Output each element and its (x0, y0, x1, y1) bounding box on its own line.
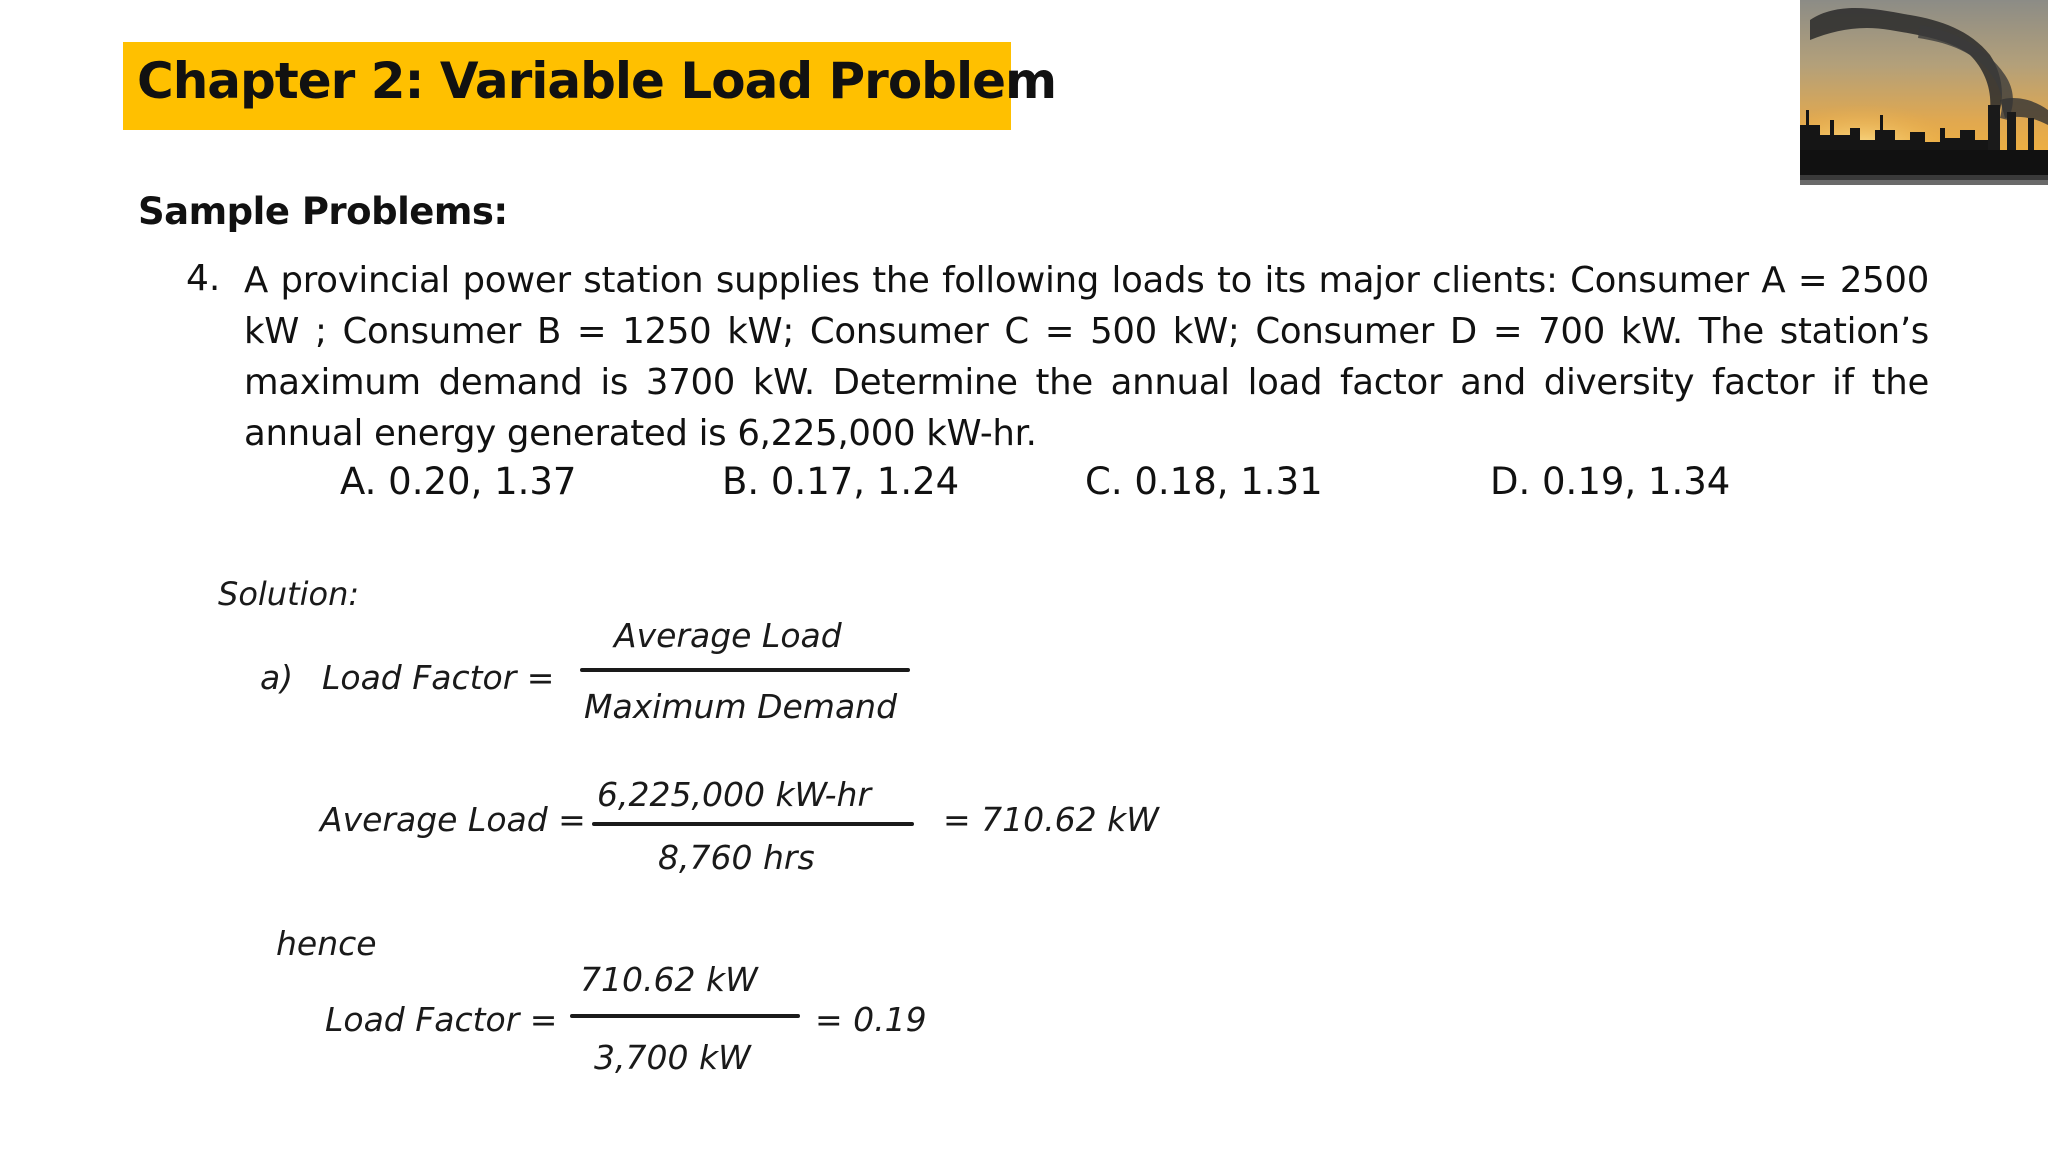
section-heading: Sample Problems: (138, 190, 508, 233)
title-banner (123, 42, 1057, 130)
lf2-result: = 0.19 (815, 1000, 927, 1039)
choice-a: A. 0.20, 1.37 (340, 460, 577, 503)
avg-load-label: Average Load = (320, 800, 586, 839)
load-factor-label: Load Factor = (322, 658, 555, 697)
lf2-denominator: 3,700 kW (594, 1038, 751, 1077)
choice-b: B. 0.17, 1.24 (722, 460, 960, 503)
solution-label: Solution: (218, 575, 360, 613)
part-a-marker: a) (260, 658, 294, 697)
avg-denominator: 8,760 hrs (658, 838, 815, 877)
choice-c: C. 0.18, 1.31 (1085, 460, 1323, 503)
avg-result: = 710.62 kW (943, 800, 1159, 839)
lf2-fraction-bar (570, 1014, 800, 1018)
lf2-numerator: 710.62 kW (580, 960, 758, 999)
problem-statement: A provincial power station supplies the following loads to its major clients: Consumer A = 2500 kW ; Consumer B = 1250 kW; Consumer C = 500 kW; Consumer D = 700 kW. The station’s maximum demand is 3700 kW. Determine the annual load factor and diversity factor if the annual energy generated is 6,225,000 kW-hr. (244, 260, 1929, 454)
choice-d: D. 0.19, 1.34 (1490, 460, 1731, 503)
problem-number: 4. (186, 258, 221, 299)
avg-numerator: 6,225,000 kW-hr (597, 775, 872, 814)
avg-fraction-bar (592, 822, 914, 826)
lf2-label: Load Factor = (325, 1000, 558, 1039)
page-title: Chapter 2: Variable Load Problem (137, 52, 1057, 110)
lf-numerator: Average Load (614, 616, 842, 655)
hence-label: hence (276, 924, 377, 963)
lf-denominator: Maximum Demand (584, 687, 898, 726)
lf-fraction-bar (580, 668, 910, 672)
factory-smokestack-photo (1800, 0, 2048, 185)
